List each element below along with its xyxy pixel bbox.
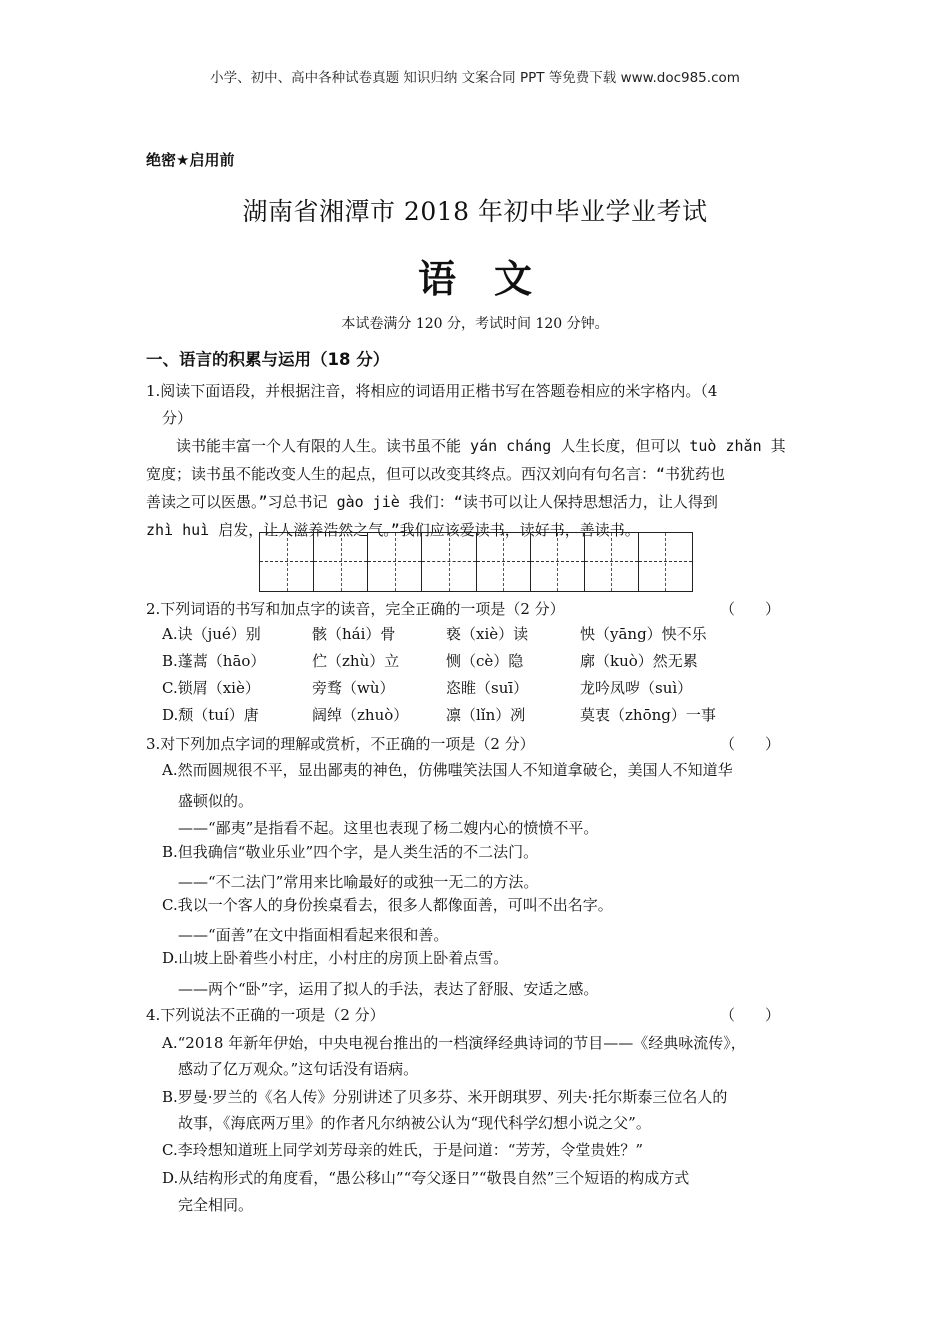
q2-option-d-3: 凛（lǐn）冽 xyxy=(446,706,526,724)
q2-option-c-1: C.锁屑（xiè） xyxy=(162,679,260,697)
q2-answer-paren[interactable]: （ ） xyxy=(720,600,781,618)
q1-passage-line: 读书能丰富一个人有限的人生。读书虽不能 yán cháng 人生长度，但可以 tuò zhǎn 其 xyxy=(146,437,786,455)
q2-option-a-4: 怏（yāng）怏不乐 xyxy=(580,625,707,643)
q2-option-a-1: A.诀（jué）别 xyxy=(162,625,261,643)
q2-option-a-2: 骸（hái）骨 xyxy=(312,625,396,643)
q3-stem: 3.对下列加点字词的理解或赏析，不正确的一项是（2 分） xyxy=(146,735,535,753)
q4-option-c: C.李玲想知道班上同学刘芳母亲的姓氏，于是问道：“芳芳，令堂贵姓？” xyxy=(162,1141,644,1159)
q1-passage-line: zhì huì 启发，让人滋养浩然之气。”我们应该爱读书，读好书，善读书。 xyxy=(146,521,640,539)
grid-cell[interactable] xyxy=(585,533,639,591)
q2-option-c-3: 恣睢（suī） xyxy=(446,679,529,697)
q2-option-d-1: D.颓（tuí）唐 xyxy=(162,706,259,724)
grid-cell[interactable] xyxy=(477,533,531,591)
q4-option-d: D.从结构形式的角度看，“愚公移山”“夸父逐日”“敬畏自然”三个短语的构成方式 xyxy=(162,1169,690,1187)
q1-passage-line: 宽度；读书虽不能改变人生的起点，但可以改变其终点。西汉刘向有句名言：“书犹药也 xyxy=(146,465,726,483)
q3-option-b-note: ——“不二法门”常用来比喻最好的或独一无二的方法。 xyxy=(178,873,539,891)
grid-cell[interactable] xyxy=(260,533,314,591)
q3-option-c-note: ——“面善”在文中指面相看起来很和善。 xyxy=(178,926,449,944)
q2-option-c-2: 旁骛（wù） xyxy=(312,679,395,697)
q2-option-b-4: 廓（kuò）然无累 xyxy=(580,652,698,670)
section-heading: 一、语言的积累与运用（18 分） xyxy=(146,350,390,369)
q2-option-b-3: 恻（cè）隐 xyxy=(446,652,524,670)
q3-option-a-cont: 盛顿似的。 xyxy=(178,792,254,810)
grid-cell[interactable] xyxy=(368,533,422,591)
q1-passage-line: 善读之可以医愚。”习总书记 gào jiè 我们：“读书可以让人保持思想活力，让人得到 xyxy=(146,493,718,511)
q1-stem-cont: 分） xyxy=(162,409,193,427)
q4-option-a: A.“2018 年新年伊始，中央电视台推出的一档演绎经典诗词的节目——《经典咏流传》， xyxy=(162,1034,746,1052)
q1-stem: 1.阅读下面语段，并根据注音，将相应的词语用正楷书写在答题卷相应的米字格内。（4 xyxy=(146,382,718,400)
q3-option-a-note: ——“鄙夷”是指看不起。这里也表现了杨二嫂内心的愤愤不平。 xyxy=(178,819,599,837)
q2-option-b-1: B.蓬蒿（hāo） xyxy=(162,652,266,670)
q2-option-a-3: 亵（xiè）读 xyxy=(446,625,529,643)
q3-answer-paren[interactable]: （ ） xyxy=(720,735,781,753)
q2-option-c-4: 龙吟凤哕（suì） xyxy=(580,679,693,697)
q3-option-d: D.山坡上卧着些小村庄，小村庄的房顶上卧着点雪。 xyxy=(162,949,509,967)
q4-option-d-cont: 完全相同。 xyxy=(178,1196,254,1214)
q4-option-a-cont: 感动了亿万观众。”这句话没有语病。 xyxy=(178,1060,419,1078)
exam-title: 湖南省湘潭市 2018 年初中毕业学业考试 xyxy=(242,197,708,226)
subject-title: 语 文 xyxy=(417,257,532,301)
q2-option-d-4: 莫衷（zhōng）一事 xyxy=(580,706,716,724)
q4-option-b: B.罗曼·罗兰的《名人传》分别讲述了贝多芬、米开朗琪罗、列夫·托尔斯泰三位名人的 xyxy=(162,1088,728,1106)
q2-stem: 2.下列词语的书写和加点字的读音，完全正确的一项是（2 分） xyxy=(146,600,565,618)
exam-note: 本试卷满分 120 分，考试时间 120 分钟。 xyxy=(341,316,609,332)
grid-cell[interactable] xyxy=(314,533,368,591)
grid-cell[interactable] xyxy=(422,533,476,591)
q2-option-d-2: 阔绰（zhuò） xyxy=(312,706,409,724)
q3-option-c: C.我以一个客人的身份挨桌看去，很多人都像面善，可叫不出名字。 xyxy=(162,896,613,914)
confidential-label: 绝密★启用前 xyxy=(146,151,235,169)
q2-option-b-2: 伫（zhù）立 xyxy=(312,652,400,670)
grid-cell[interactable] xyxy=(531,533,585,591)
q3-option-a: A.然而圆规很不平，显出鄙夷的神色，仿佛嗤笑法国人不知道拿破仑，美国人不知道华 xyxy=(162,761,733,779)
mi-character-grid[interactable] xyxy=(259,532,693,592)
q4-stem: 4.下列说法不正确的一项是（2 分） xyxy=(146,1006,385,1024)
q4-option-b-cont: 故事，《海底两万里》的作者凡尔纳被公认为“现代科学幻想小说之父”。 xyxy=(178,1114,651,1132)
q4-answer-paren[interactable]: （ ） xyxy=(720,1006,781,1024)
q1-passage xyxy=(146,432,811,544)
q3-option-b: B.但我确信“敬业乐业”四个字，是人类生活的不二法门。 xyxy=(162,843,539,861)
grid-cell[interactable] xyxy=(639,533,692,591)
header-banner[interactable]: 小学、初中、高中各种试卷真题 知识归纳 文案合同 PPT 等免费下载 www.doc985.com xyxy=(210,70,740,86)
q3-option-d-note: ——两个“卧”字，运用了拟人的手法，表达了舒服、安适之感。 xyxy=(178,980,599,998)
